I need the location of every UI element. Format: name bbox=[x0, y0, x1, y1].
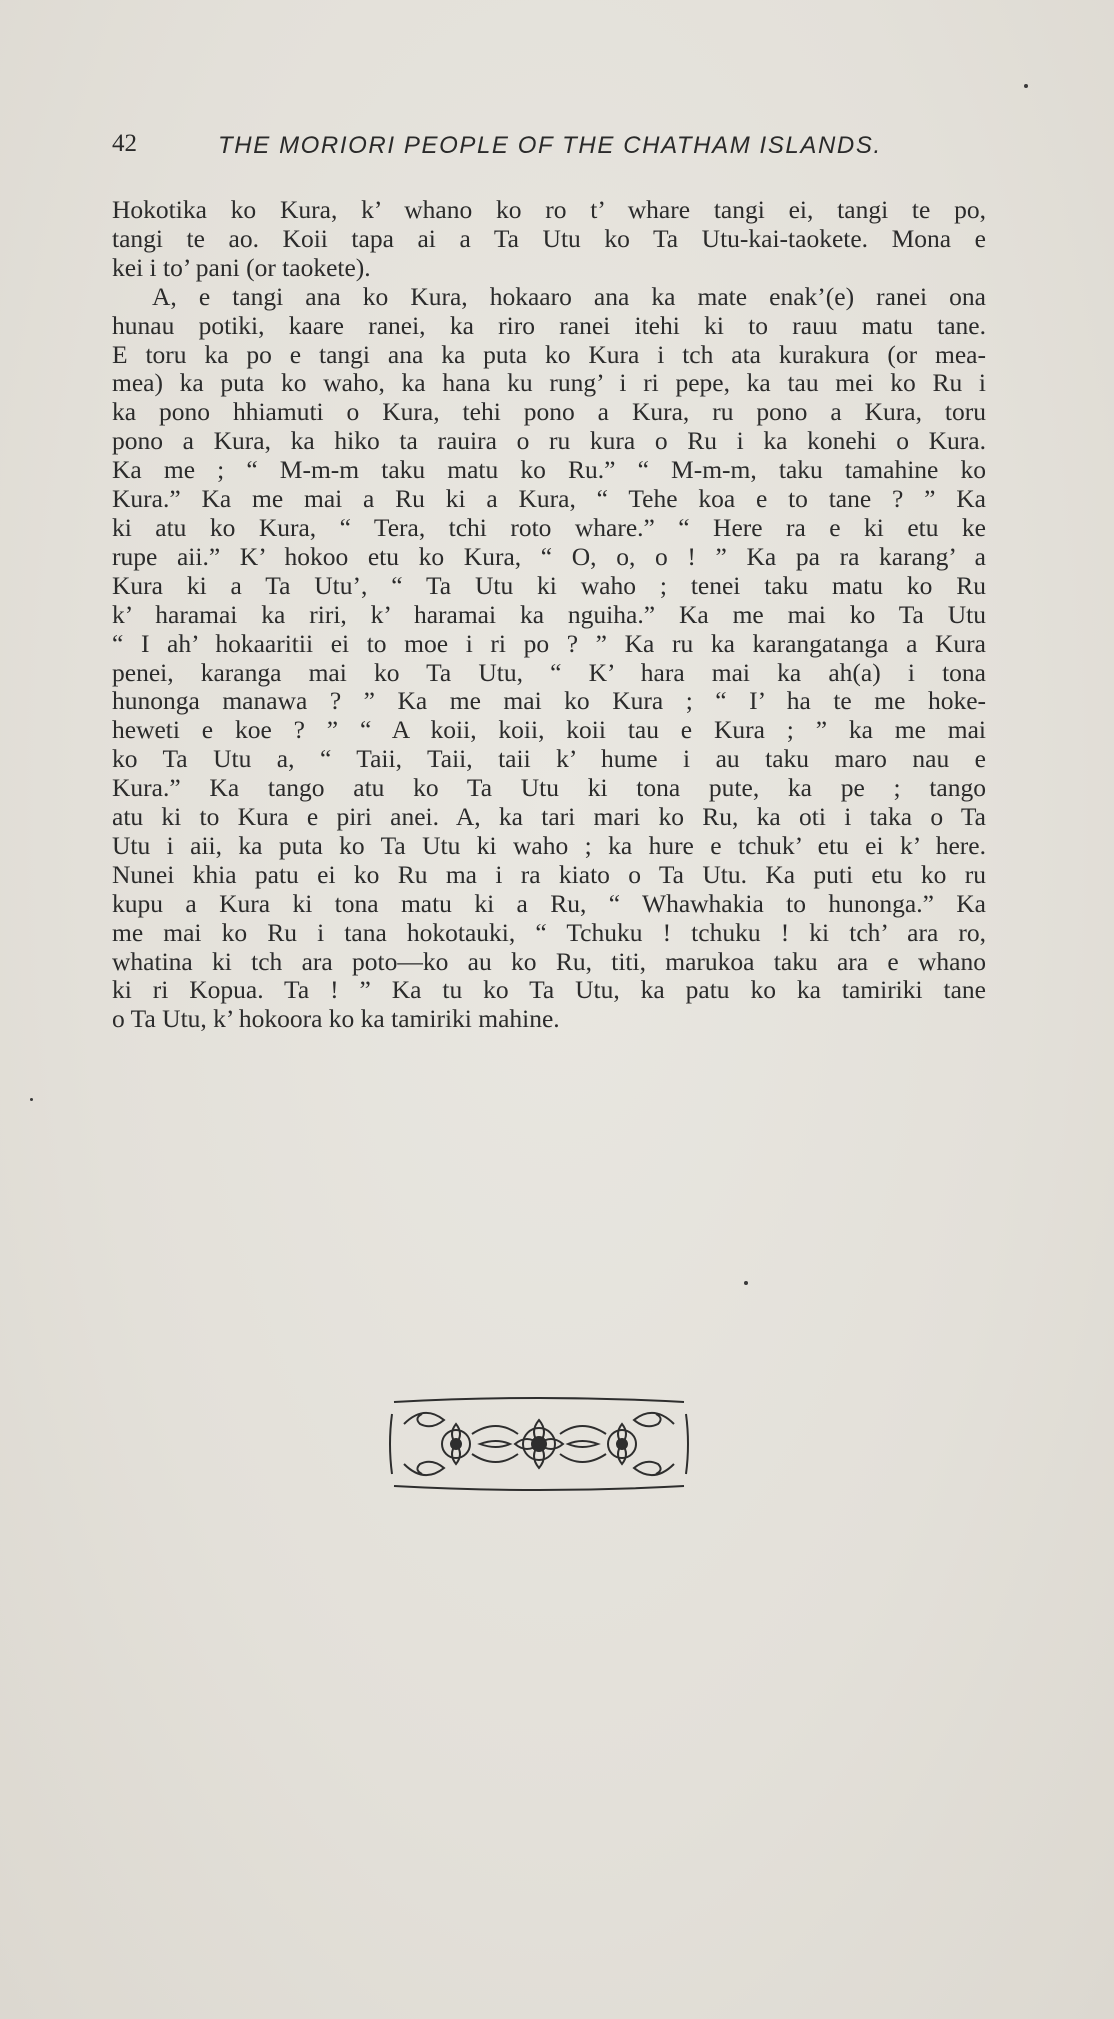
paper-speck bbox=[1024, 84, 1028, 88]
text-line: Utu i aii, ka puta ko Ta Utu ki waho ; ka hure e tchuk’ etu ei k’ here. bbox=[112, 830, 986, 860]
text-line: me mai ko Ru i tana hokotauki, “ Tchuku ! tchuku ! ki tch’ ara ro, bbox=[112, 917, 986, 947]
text-line: atu ki to Kura e piri anei. A, ka tari mari ko Ru, ka oti i taka o Ta bbox=[112, 802, 986, 832]
text-line: heweti e koe ? ” “ A koii, koii, koii tau e Kura ; ” ka me mai bbox=[112, 715, 986, 745]
text-line: Kura ki a Ta Utu’, “ Ta Utu ki waho ; tenei taku matu ko Ru bbox=[112, 570, 986, 600]
text-line: tangi te ao. Koii tapa ai a Ta Utu ko Ta Utu-kai-taokete. Mona e bbox=[112, 223, 986, 253]
text-line: kei i to’ pani (or taokete). bbox=[112, 252, 371, 282]
paper-speck bbox=[30, 1098, 33, 1101]
running-title: THE MORIORI PEOPLE OF THE CHATHAM ISLANDS. bbox=[218, 132, 882, 159]
page-number: 42 bbox=[112, 130, 137, 157]
floral-tailpiece-icon bbox=[384, 1394, 694, 1494]
text-line: rupe aii.” K’ hokoo etu ko Kura, “ O, o, o ! ” Ka pa ra karang’ a bbox=[112, 541, 986, 571]
text-line: whatina ki tch ara poto—ko au ko Ru, titi, marukoa taku ara e whano bbox=[112, 946, 986, 976]
text-line: ko Ta Utu a, “ Taii, Taii, taii k’ hume i au taku maro nau e bbox=[112, 744, 986, 774]
text-line: Ka me ; “ M-m-m taku matu ko Ru.” “ M-m-m, taku tamahine ko bbox=[112, 455, 986, 485]
text-line: Nunei khia patu ei ko Ru ma i ra kiato o Ta Utu. Ka puti etu ko ru bbox=[112, 859, 986, 889]
text-line: o Ta Utu, k’ hokoora ko ka tamiriki mahine. bbox=[112, 1004, 560, 1034]
text-line: kupu a Kura ki tona matu ki a Ru, “ Whawhakia to hunonga.” Ka bbox=[112, 888, 986, 918]
text-line: E toru ka po e tangi ana ka puta ko Kura i tch ata kurakura (or mea- bbox=[112, 339, 986, 369]
text-line: mea) ka puta ko waho, ka hana ku rung’ i ri pepe, ka tau mei ko Ru i bbox=[112, 368, 986, 398]
text-line: k’ haramai ka riri, k’ haramai ka nguiha.” Ka me mai ko Ta Utu bbox=[112, 599, 986, 629]
text-line: hunau potiki, kaare ranei, ka riro ranei itehi ki to rauu matu tane. bbox=[112, 310, 986, 340]
paper-speck bbox=[744, 1281, 748, 1285]
text-line: ka pono hhiamuti o Kura, tehi pono a Kura, ru pono a Kura, toru bbox=[112, 397, 986, 427]
text-line: Hokotika ko Kura, k’ whano ko ro t’ whare tangi ei, tangi te po, bbox=[112, 195, 986, 224]
text-line: hunonga manawa ? ” Ka me mai ko Kura ; “ I’ ha te me hoke- bbox=[112, 686, 986, 716]
text-line: pono a Kura, ka hiko ta rauira o ru kura o Ru i ka konehi o Kura. bbox=[112, 426, 986, 456]
text-line: Kura.” Ka tango atu ko Ta Utu ki tona pute, ka pe ; tango bbox=[112, 773, 986, 803]
text-line: penei, karanga mai ko Ta Utu, “ K’ hara mai ka ah(a) i tona bbox=[112, 657, 986, 687]
text-line: A, e tangi ana ko Kura, hokaaro ana ka mate enak’(e) ranei ona bbox=[152, 281, 986, 311]
page-header bbox=[112, 130, 1012, 170]
body-text bbox=[112, 196, 986, 1034]
text-line: ki atu ko Kura, “ Tera, tchi roto whare.” “ Here ra e ki etu ke bbox=[112, 512, 986, 542]
text-line: ki ri Kopua. Ta ! ” Ka tu ko Ta Utu, ka patu ko ka tamiriki tane bbox=[112, 975, 986, 1005]
text-line: “ I ah’ hokaaritii ei to moe i ri po ? ” Ka ru ka karangatanga a Kura bbox=[112, 628, 986, 658]
text-line: Kura.” Ka me mai a Ru ki a Kura, “ Tehe koa e to tane ? ” Ka bbox=[112, 484, 986, 514]
